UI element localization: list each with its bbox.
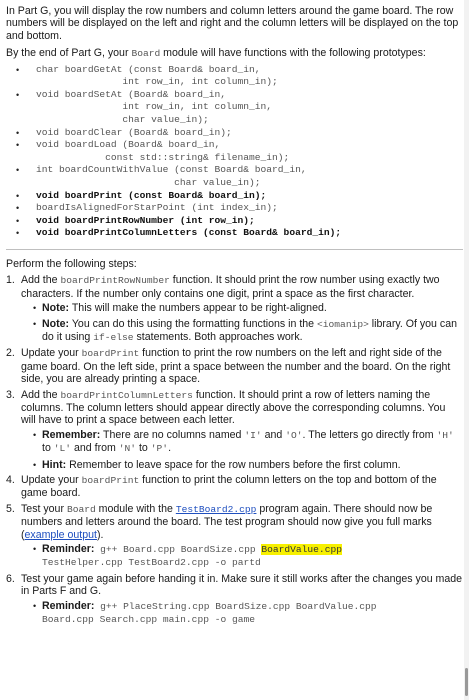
prototype-code: void boardPrintRowNumber (int row_in); (36, 214, 255, 226)
prototype-code: boardIsAlignedForStarPoint (int index_in); (36, 202, 278, 214)
sub-list (21, 429, 463, 471)
prototype-code: int boardCountWithValue (const Board& board_in, char value_in); (36, 164, 307, 188)
example-output-link[interactable]: example output (24, 528, 97, 541)
note-item: • Note: You can do this using the formatting functions in the <iomanip> library. Of you can do it using if-else statements. Both approaches work. (33, 317, 457, 343)
scrollbar-thumb[interactable] (465, 668, 468, 696)
inline-code: boardPrintRowNumber (60, 275, 170, 287)
step-text: Test your Board module with the TestBoard2.cpp program again. There should now be numbers and letters around the board. The test program should now give you full marks (example output). (21, 502, 433, 541)
step-6 (6, 573, 463, 627)
prototype-item (6, 227, 463, 240)
bullet-icon: • (33, 318, 37, 329)
testboard2-link[interactable]: TestBoard2.cpp (175, 503, 257, 515)
bullet-icon: • (16, 215, 20, 226)
prototype-list (6, 64, 463, 240)
sub-list (21, 543, 463, 570)
step-number: 6. (6, 572, 15, 585)
remember-item: • Remember: There are no columns named 'I' and 'O'. The letters go directly from 'H' to 'L' and from 'N' to 'P'. (33, 428, 454, 455)
step-text: Update your boardPrint function to print the column letters on the top and bottom of the game board. (21, 474, 437, 500)
step-text: Add the boardPrintColumnLetters function. It should print a row of letters naming the columns. The column letters should appear directly above the corresponding columns. You will have to print a space between each letter. (21, 388, 446, 427)
intro-paragraph: In Part G, you will display the row numbers and column letters around the game board. The row numbers will be displayed on the left and right and the column letters will be displayed on the top and bottom. (6, 5, 459, 42)
prototypes-intro: By the end of Part G, your Board module will have functions with the following prototypes: (6, 47, 426, 60)
prototype-item (6, 89, 463, 127)
step-text: Add the boardPrintRowNumber function. It should print the row number using exactly two characters. If the number only contains one digit, print a space as the first character. (21, 274, 440, 300)
prototype-item (6, 202, 463, 215)
vertical-scrollbar[interactable] (464, 0, 469, 700)
bullet-icon: • (16, 64, 20, 75)
step-2 (6, 347, 463, 385)
bullet-icon: • (33, 303, 37, 314)
inline-code: boardPrint (81, 348, 140, 360)
bullet-icon: • (33, 459, 37, 470)
step-number: 2. (6, 347, 15, 360)
step-number: 3. (6, 388, 15, 401)
steps-list (6, 274, 463, 626)
reminder-item: • Reminder: g++ Board.cpp BoardSize.cpp BoardValue.cpp TestHelper.cpp TestBoard2.cpp -o partd (33, 543, 342, 569)
prototype-item (6, 139, 463, 164)
step-number: 1. (6, 274, 15, 287)
prototype-code: void boardClear (Board& board_in); (36, 126, 232, 138)
inline-code: Board (66, 503, 96, 515)
bullet-icon: • (16, 165, 20, 176)
bullet-icon: • (16, 140, 20, 151)
step-3 (6, 389, 463, 471)
assignment-page (6, 5, 463, 630)
prototype-item (6, 215, 463, 228)
step-5 (6, 503, 463, 570)
bullet-icon: • (33, 544, 37, 555)
inline-code: boardPrintColumnLetters (60, 389, 193, 401)
step-number: 5. (6, 502, 15, 515)
sub-list (21, 302, 463, 344)
note-item: • Note: This will make the numbers appear to be right-aligned. (33, 302, 327, 315)
step-4 (6, 474, 463, 500)
bullet-icon: • (33, 600, 37, 611)
prototype-item (6, 190, 463, 203)
prototype-item (6, 64, 463, 89)
bullet-icon: • (33, 429, 37, 440)
reminder-item: • Reminder: g++ PlaceString.cpp BoardSize.cpp BoardValue.cpp Board.cpp Search.cpp main.cpp -o game (33, 599, 377, 626)
step-number: 4. (6, 474, 15, 487)
prototype-code: char boardGetAt (const Board& board_in, int row_in, int column_in); (36, 63, 278, 88)
prototype-code: void boardPrint (const Board& board_in); (36, 189, 267, 201)
bullet-icon: • (16, 203, 20, 214)
inline-code: Board (131, 48, 161, 60)
prototype-code: void boardPrintColumnLetters (const Board& board_in); (36, 227, 342, 239)
step-text: Test your game again before handing it in. Make sure it still works after the changes you made in Parts F and G. (21, 572, 463, 598)
steps-heading: Perform the following steps: (6, 257, 137, 270)
prototype-code: void boardSetAt (Board& board_in, int row_in, int column_in, char value_in); (36, 88, 273, 125)
prototype-item (6, 127, 463, 140)
divider (6, 249, 463, 250)
bullet-icon: • (16, 190, 20, 201)
bullet-icon: • (16, 127, 20, 138)
prototype-code: void boardLoad (Board& board_in, const std::string& filename_in); (36, 139, 290, 163)
hint-item: • Hint: Remember to leave space for the row numbers before the first column. (33, 458, 401, 471)
bullet-icon: • (16, 228, 20, 239)
bullet-icon: • (16, 89, 20, 100)
sub-list (21, 600, 463, 627)
prototype-item (6, 164, 463, 189)
inline-code: boardPrint (81, 475, 140, 487)
step-text: Update your boardPrint function to print the row numbers on the left and right side of the game board. On the left side, print a space between the number and the board. On the right side, you are already printing a space. (21, 347, 451, 386)
step-1 (6, 274, 463, 344)
highlighted-file: BoardValue.cpp (261, 544, 342, 556)
